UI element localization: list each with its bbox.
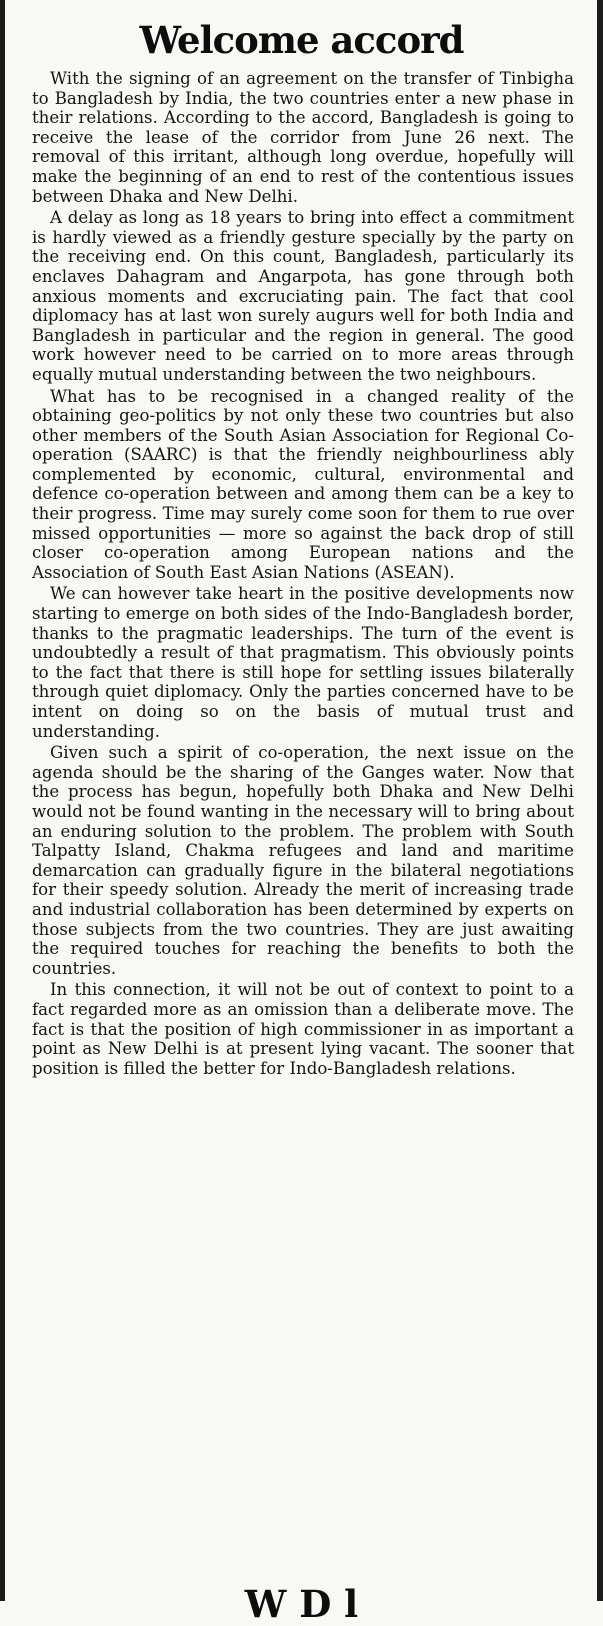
article-body [32,69,574,1080]
article-paragraph: What has to be recognised in a changed reality of the obtaining geo-politics by not only these two countries but also other members of the South Asian Association for Regional Co-operation (SAARC) is that the friendly neighbourliness ably complemented by economic, cultural, environmental and defence co-operation between and among them can be a key to their progress. Time may surely come soon for them to rue over missed opportunities — more so against the back drop of still closer co-operation among European nations and the Association of South East Asian Nations (ASEAN). [32,386,574,582]
scan-edge-left [0,0,5,1601]
article-headline: Welcome accord [139,18,464,62]
article-paragraph: We can however take heart in the positive developments now starting to emerge on both sides of the Indo-Bangladesh border, thanks to the pragmatic leaderships. The turn of the event is undoubtedly a result of that pragmatism. This obviously points to the fact that there is still hope for settling issues bilaterally through quiet diplomacy. Only the parties concerned have to be intent on doing so on the basis of mutual trust and understanding. [32,584,574,741]
article-paragraph: A delay as long as 18 years to bring into effect a commitment is hardly viewed as a friendly gesture specially by the party on the receiving end. On this count, Bangladesh, particularly its enclaves Dahagram and Angarpota, has gone through both anxious moments and excruciating pain. The fact that cool diplomacy has at last won surely augurs well for both India and Bangladesh in particular and the region in general. The good work however need to be carried on to more areas through equally mutual understanding between the two neighbours. [32,208,574,384]
next-article-headline-fragment: W D l [244,1582,359,1626]
article-paragraph: With the signing of an agreement on the transfer of Tinbigha to Bangladesh by India, the two countries enter a new phase in their relations. According to the accord, Bangladesh is going to receive the lease of the corridor from June 26 next. The removal of this irritant, although long overdue, hopefully will make the beginning of an end to rest of the contentious issues between Dhaka and New Delhi. [32,69,574,206]
scan-edge-right [597,0,603,1601]
article-paragraph: Given such a spirit of co-operation, the next issue on the agenda should be the sharing of the Ganges water. Now that the process has begun, hopefully both Dhaka and New Delhi would not be found wanting in the necessary will to bring about an enduring solution to the problem. The problem with South Talpatty Island, Chakma refugees and land and maritime demarcation can gradually figure in the bilateral negotiations for their speedy solution. Already the merit of increasing trade and industrial collaboration has been determined by experts on those subjects from the two countries. They are just awaiting the required touches for reaching the benefits to both the countries. [32,743,574,978]
article-paragraph: In this connection, it will not be out of context to point to a fact regarded more as an omission than a deliberate move. The fact is that the position of high commissioner in as important a point as New Delhi is at present lying vacant. The sooner that position is filled the better for Indo-Bangladesh relations. [32,980,574,1078]
